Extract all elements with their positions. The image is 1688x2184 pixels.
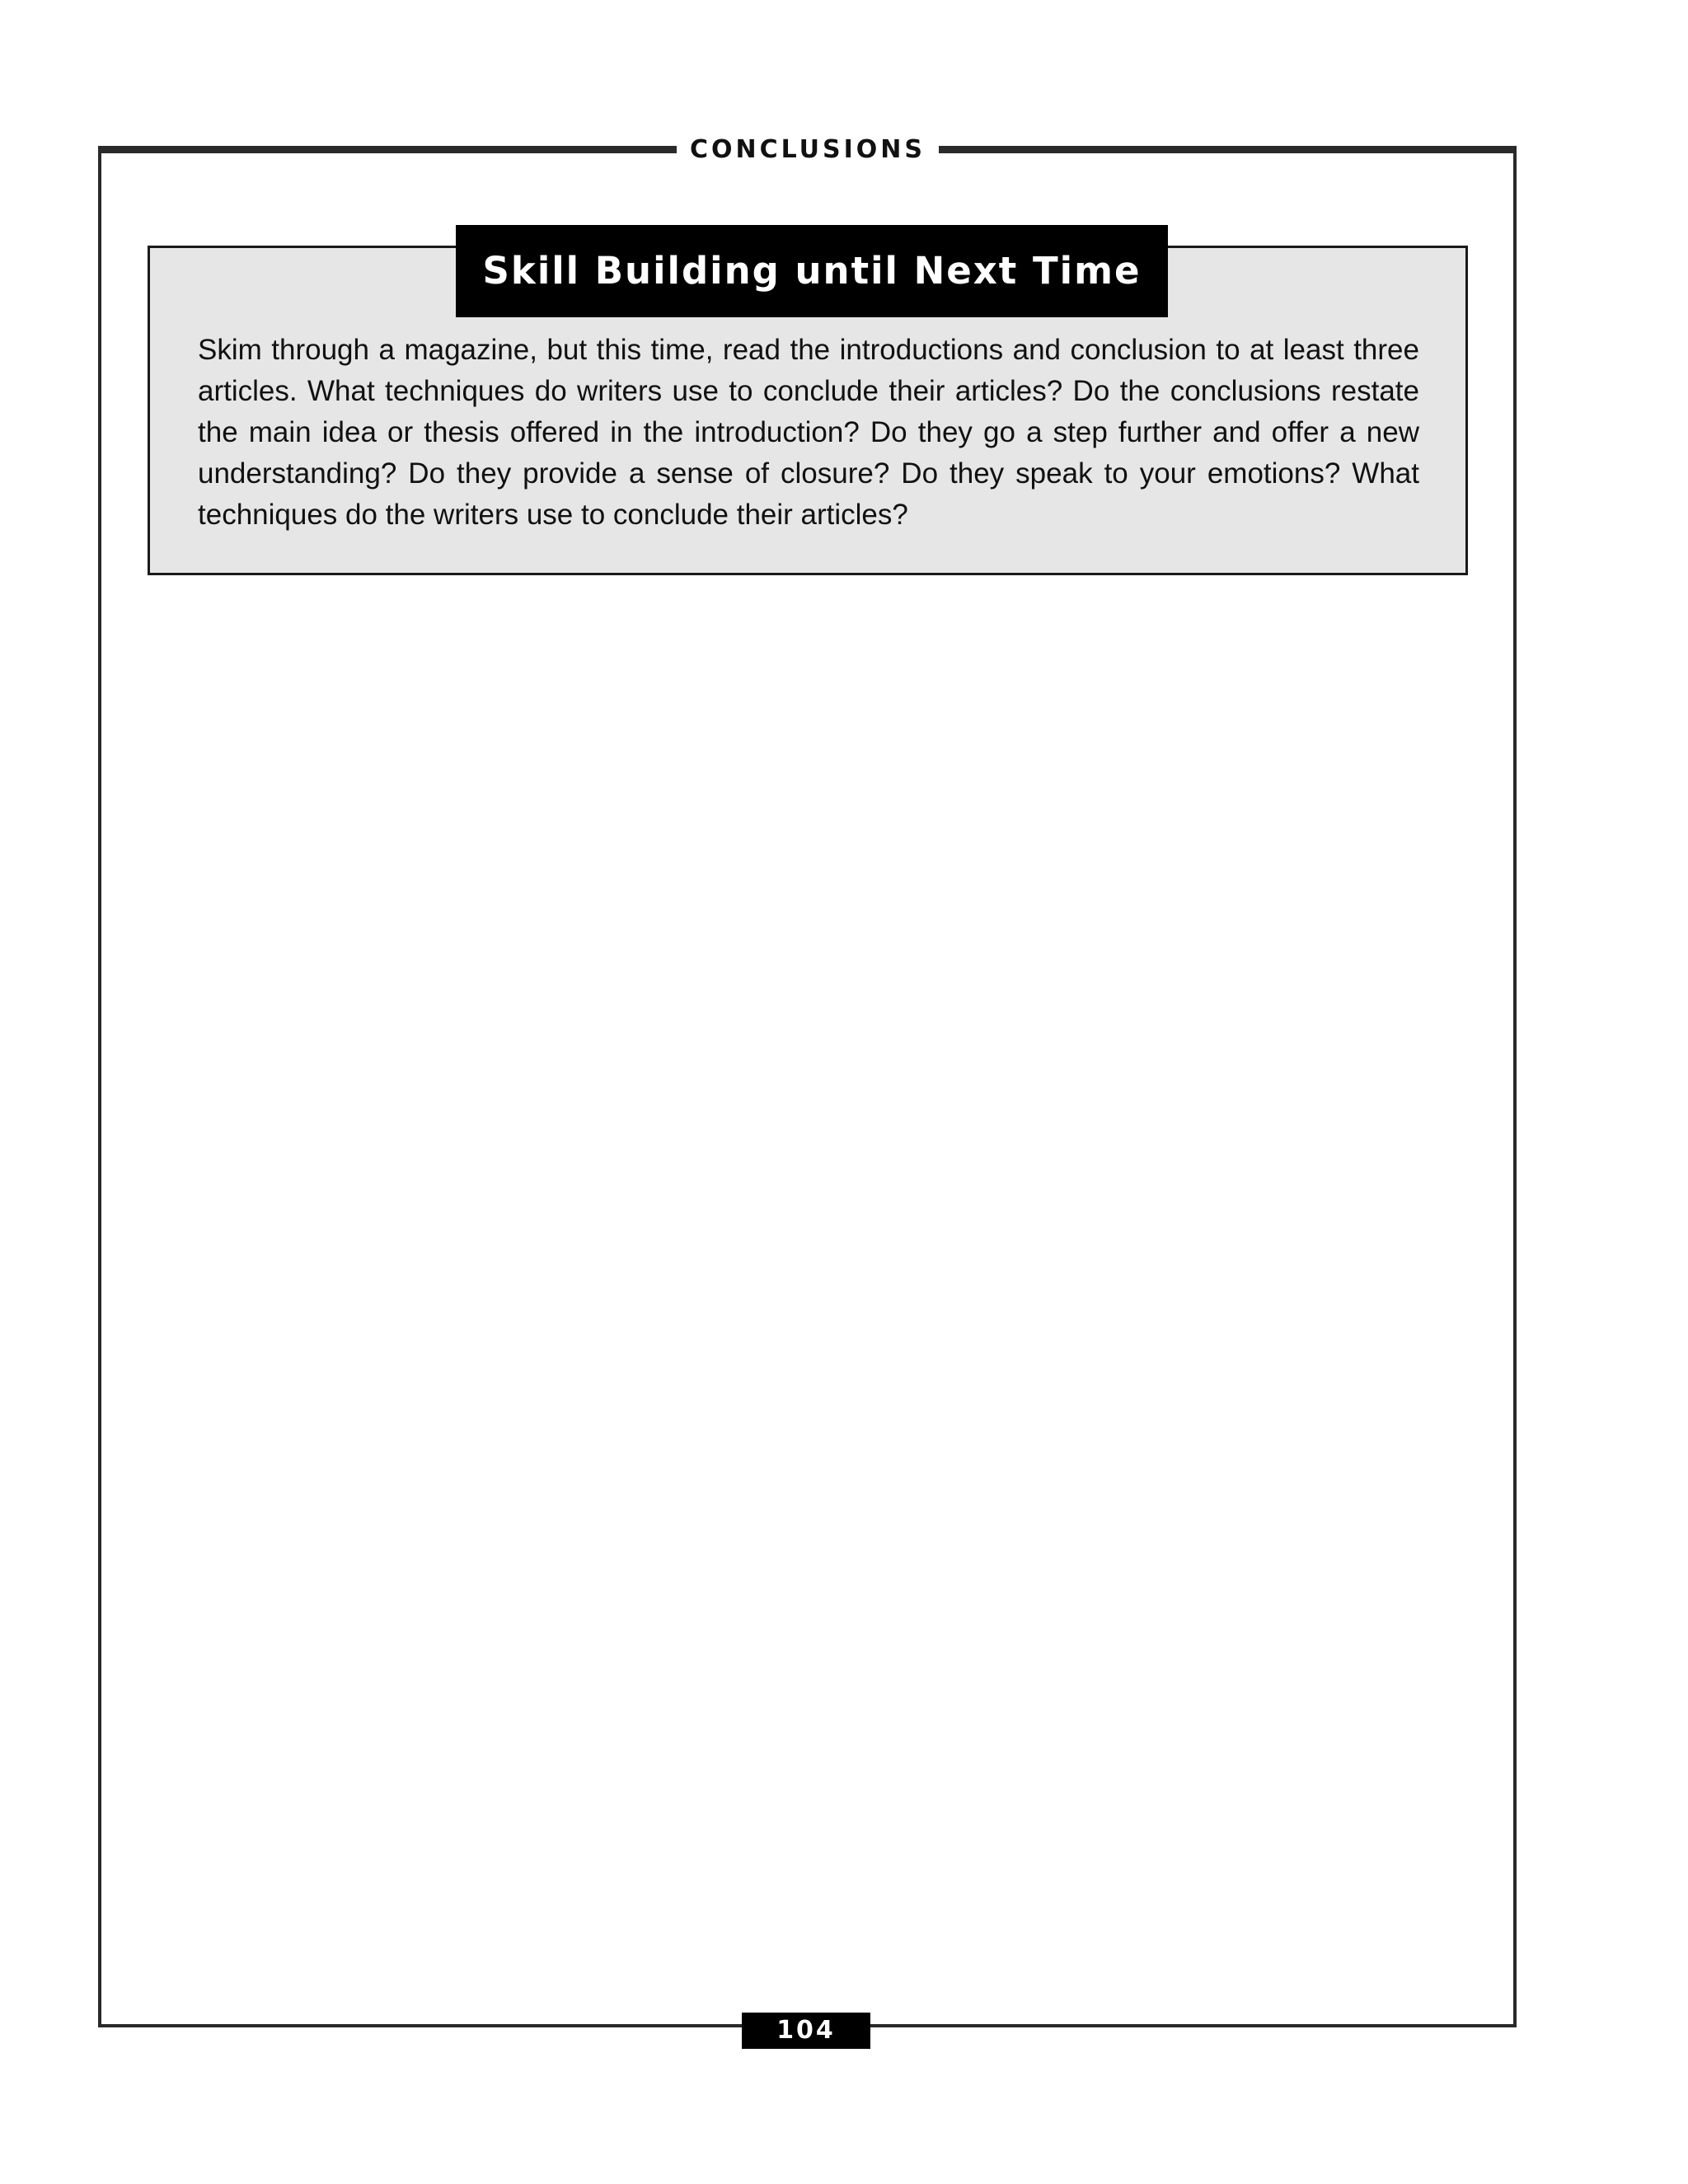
running-head	[0, 132, 1688, 168]
skill-building-title: Skill Building until Next Time	[456, 225, 1168, 317]
page-number: 104	[742, 2013, 870, 2049]
running-head-label: CONCLUSIONS	[677, 132, 939, 168]
skill-building-text: Skim through a magazine, but this time, read the introductions and conclusion to at least three articles. What techniques do writers use to conclude their articles? Do the conclusions restate the main idea or thesis offered in the introduction? Do they go a step further and offer a new understanding? Do they provide a sense of closure? Do they speak to your emotions? What techniques do the writers use to conclude their articles?	[198, 334, 1419, 531]
